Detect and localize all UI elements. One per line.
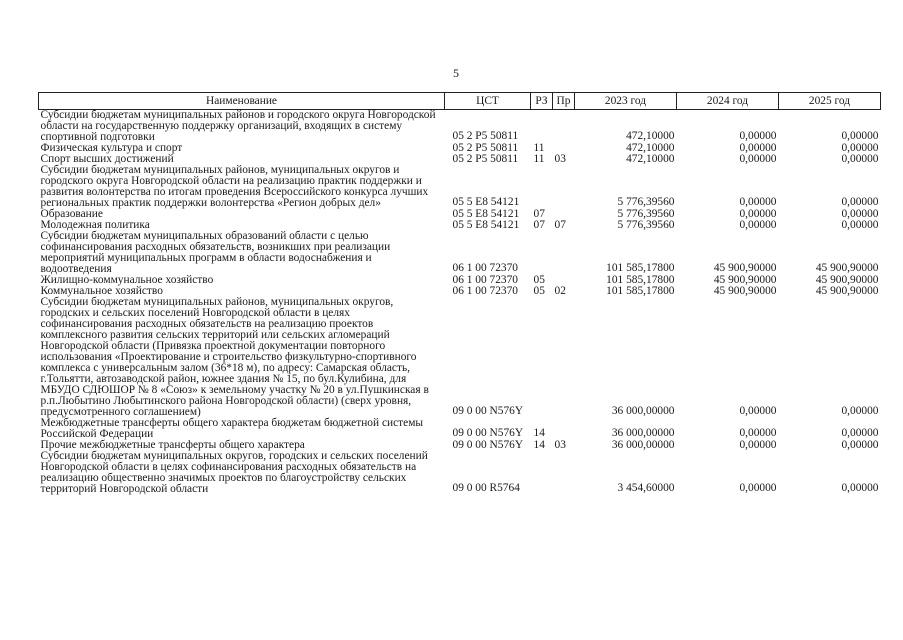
cell-name: Субсидии бюджетам муниципальных районов, муниципальных округов, городских и сельских поселений Новгородской области в целях софинансирования расходных обязательств на реализацию проектов комплексного развития сельских территорий или сельских агломераций Новгородской области (Привязка проектной документации повторного использования «Проектирование и строительство физкультурно-спортивного комплекса с универсальным залом (36*18 м), по адресу: Самарская область, г.Тольятти, автозаводской район, южнее здания № 15, по бул.Кулибина, для МБУДО СДЮШОР № 8 «Союз» к земельному участку № 20 в ул.Пушкинская в р.п.Любытино Любытинского района Новгородской области) (сверх уровня, предусмотренного соглашением) [40, 296, 429, 418]
cell-2023: 101 585,17800 [606, 262, 675, 274]
cell-2025: 45 900,90000 [815, 262, 879, 274]
cell-2025: 45 900,90000 [815, 285, 879, 297]
cell-pr: 02 [554, 285, 566, 297]
cell-name: Физическая культура и спорт [40, 142, 183, 154]
cell-2025: 0,00000 [841, 219, 879, 231]
cell-2023: 5 776,39560 [617, 219, 675, 231]
header-row [39, 93, 881, 110]
cell-rz: 05 [533, 274, 545, 286]
cell-2025: 0,00000 [841, 153, 879, 165]
budget-table [38, 92, 881, 495]
cell-2025: 0,00000 [841, 208, 879, 220]
cell-2023: 472,10000 [626, 153, 675, 165]
cell-cst: 05 2 Р5 50811 [452, 130, 519, 142]
cell-cst: 09 0 00 R5764 [452, 482, 520, 494]
cell-2024: 0,00000 [739, 153, 777, 165]
header-pr: Пр [553, 93, 575, 110]
cell-rz: 14 [533, 439, 545, 451]
cell-2025: 0,00000 [841, 142, 879, 154]
cell-rz: 07 [533, 219, 545, 231]
cell-name: Субсидии бюджетам муниципальных образований области с целью софинансирования расходных обязательств, возникших при реализации мероприятий муниципальных программ в области водоснабжения и водоотведения [40, 230, 391, 275]
cell-rz: 07 [533, 208, 545, 220]
cell-2025: 0,00000 [841, 482, 879, 494]
cell-2024: 0,00000 [739, 219, 777, 231]
cell-cst: 09 0 00 N576Y [452, 439, 524, 451]
cell-name: Субсидии бюджетам муниципальных районов, муниципальных округов и городского округа Новгородской области на реализацию практик поддержки и развития волонтерства по итогам проведения Всероссийского конкурса лучших региональных практик поддержки волонтерства «Регион добрых дел» [40, 164, 429, 209]
cell-cst: 09 0 00 N576Y [452, 427, 524, 439]
table-row [39, 297, 881, 418]
cell-rz [531, 231, 553, 275]
cell-2025: 0,00000 [841, 427, 879, 439]
cell-name: Прочие межбюджетные трансферты общего характера [40, 439, 305, 451]
cell-rz [531, 165, 553, 209]
cell-name: Образование [40, 208, 103, 220]
cell-cst: 05 5 Е8 54121 [452, 219, 520, 231]
cell-2024: 0,00000 [739, 142, 777, 154]
cell-rz: 05 [533, 285, 545, 297]
cell-2024: 0,00000 [739, 427, 777, 439]
cell-2024: 0,00000 [739, 196, 777, 208]
cell-2025: 0,00000 [841, 196, 879, 208]
cell-name: Субсидии бюджетам муниципальных округов, городских и сельских поселений Новгородской области в целях софинансирования расходных обязательств на реализацию общественно значимых проектов по благоустройству сельских территорий Новгородской области [40, 450, 428, 495]
header-cst: ЦСТ [445, 93, 531, 110]
cell-2023: 36 000,00000 [611, 405, 675, 417]
header-2025: 2025 год [779, 93, 881, 110]
header-name: Наименование [39, 93, 445, 110]
cell-pr: 07 [554, 219, 566, 231]
table-row [39, 110, 881, 144]
cell-2023: 101 585,17800 [606, 274, 675, 286]
cell-rz [531, 297, 553, 418]
cell-2025: 0,00000 [841, 130, 879, 142]
cell-2023: 472,10000 [626, 130, 675, 142]
cell-rz [531, 110, 553, 144]
cell-2024: 0,00000 [739, 130, 777, 142]
table-row [39, 231, 881, 275]
cell-2023: 101 585,17800 [606, 285, 675, 297]
cell-cst: 05 2 Р5 50811 [452, 153, 519, 165]
cell-pr [553, 418, 575, 440]
cell-2025: 0,00000 [841, 439, 879, 451]
cell-2023: 472,10000 [626, 142, 675, 154]
cell-2025: 0,00000 [841, 405, 879, 417]
cell-rz: 11 [533, 153, 545, 165]
cell-2024: 45 900,90000 [713, 285, 777, 297]
cell-pr [553, 110, 575, 144]
table-row [39, 451, 881, 495]
header-2024: 2024 год [677, 93, 779, 110]
cell-2024: 45 900,90000 [713, 262, 777, 274]
cell-2023: 36 000,00000 [611, 439, 675, 451]
cell-name: Субсидии бюджетам муниципальных районов и городского округа Новгородской области на государственную поддержку организаций, входящих в систему спортивной подготовки [40, 109, 436, 143]
page-number: 5 [453, 66, 459, 80]
cell-2024: 0,00000 [739, 482, 777, 494]
cell-pr [553, 165, 575, 209]
table-row [39, 165, 881, 209]
table-row [39, 418, 881, 440]
cell-rz: 11 [533, 142, 545, 154]
cell-2024: 0,00000 [739, 208, 777, 220]
cell-2024: 0,00000 [739, 405, 777, 417]
cell-cst: 05 5 Е8 54121 [452, 196, 520, 208]
cell-cst: 09 0 00 N576Y [452, 405, 524, 417]
cell-rz [531, 451, 553, 495]
cell-name: Коммунальное хозяйство [40, 285, 163, 297]
cell-pr: 03 [554, 439, 566, 451]
header-2023: 2023 год [575, 93, 677, 110]
cell-cst: 06 1 00 72370 [452, 285, 518, 297]
cell-2024: 45 900,90000 [713, 274, 777, 286]
cell-cst: 06 1 00 72370 [452, 262, 518, 274]
cell-pr [553, 451, 575, 495]
cell-2023: 36 000,00000 [611, 427, 675, 439]
cell-name: Межбюджетные трансферты общего характера бюджетам бюджетной системы Российской Федерации [40, 417, 424, 440]
cell-cst: 05 2 Р5 50811 [452, 142, 519, 154]
cell-pr: 03 [554, 153, 566, 165]
header-rz: РЗ [531, 93, 553, 110]
cell-pr [553, 231, 575, 275]
cell-name: Молодежная политика [40, 219, 150, 231]
cell-rz: 14 [533, 427, 545, 439]
table-body [39, 110, 881, 496]
cell-pr [553, 297, 575, 418]
cell-name: Спорт высших достижений [40, 153, 174, 165]
table-header [39, 93, 881, 110]
cell-name: Жилищно-коммунальное хозяйство [40, 274, 214, 286]
cell-2023: 5 776,39560 [617, 208, 675, 220]
cell-2024: 0,00000 [739, 439, 777, 451]
cell-2025: 45 900,90000 [815, 274, 879, 286]
cell-cst: 06 1 00 72370 [452, 274, 518, 286]
cell-cst: 05 5 Е8 54121 [452, 208, 520, 220]
cell-2023: 5 776,39560 [617, 196, 675, 208]
cell-2023: 3 454,60000 [617, 482, 675, 494]
